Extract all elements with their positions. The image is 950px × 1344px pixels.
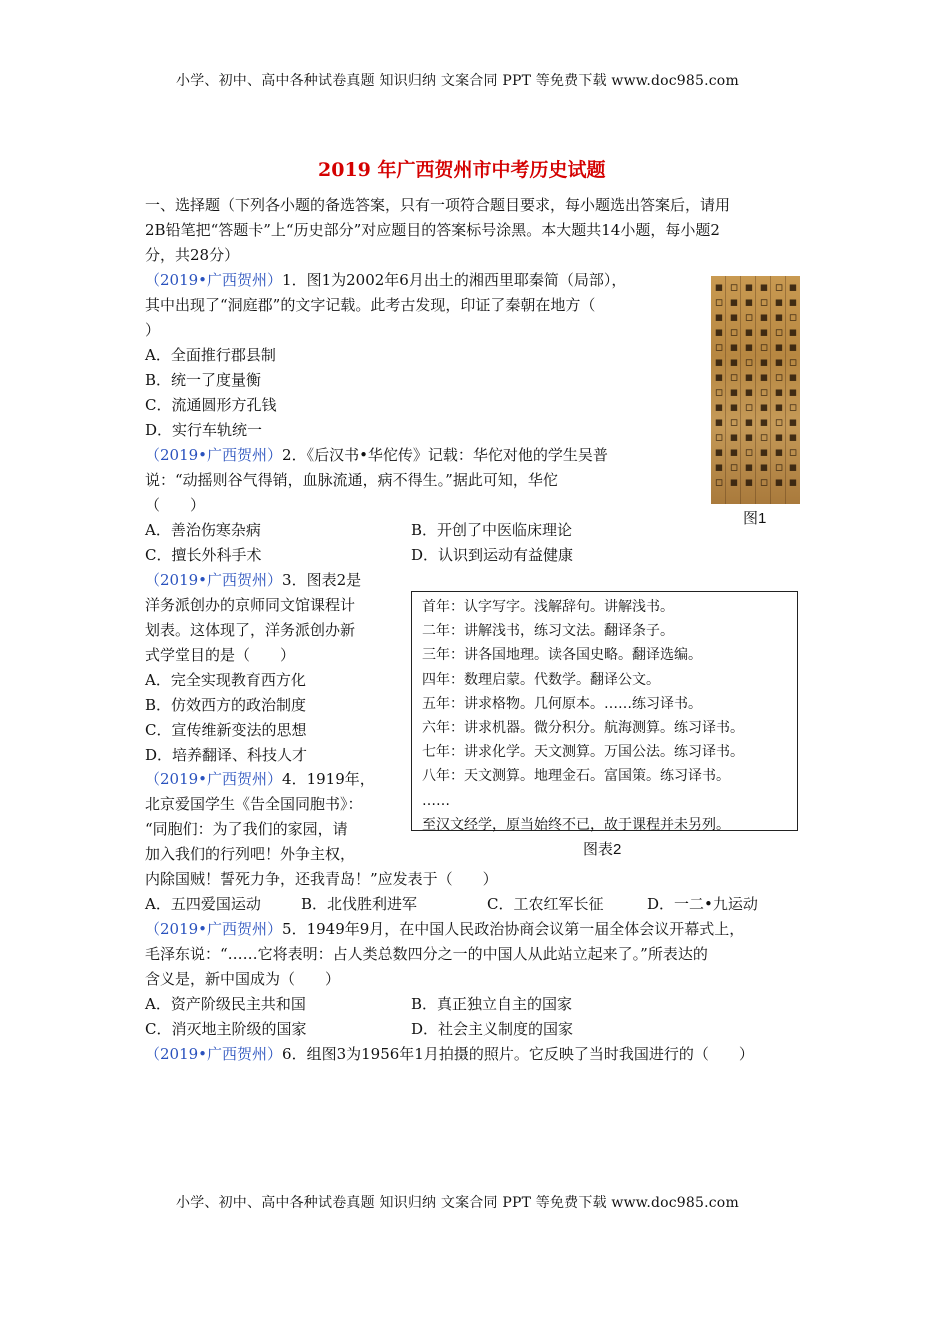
table-row: 七年：讲求化学。天文测算。万国公法。练习译书。 [422,744,744,761]
question-text: 其中出现了“洞庭郡”的文字记载。此考古发现，印证了秦朝在地方（ [145,296,596,314]
option-b: B．真正独立自主的国家 [411,995,573,1013]
section-intro-line: 分，共28分） [145,246,240,264]
option-d: D．培养翻译、科技人才 [145,746,308,764]
question-text: ） [145,321,161,339]
question-text: 北京爱国学生《告全国同胞书》： [145,795,363,813]
question-text: 加入我们的行列吧！外争主权， [145,845,356,863]
table-row: 八年：天文测算。地理金石。富国策。练习译书。 [422,768,730,785]
table-row: …… [422,792,450,809]
question-1 [145,268,626,293]
question-text: “同胞们：为了我们的家园，请 [145,820,348,838]
option-c: C．消灭地主阶级的国家 [145,1020,307,1038]
source-tag: （2019•广西贺州） [145,770,283,788]
table-row: 五年：讲求格物。几何原本。……练习译书。 [422,695,702,712]
option-c: C．工农红军长征 [487,895,604,913]
source-tag: （2019•广西贺州） [145,271,283,289]
option-d: D．社会主义制度的国家 [411,1020,574,1038]
table-2-curriculum [411,591,798,831]
option-a: A．资产阶级民主共和国 [145,995,306,1013]
question-6 [145,1042,754,1067]
source-tag: （2019•广西贺州） [145,920,283,938]
table-row: 二年：讲解浅书，练习文法。翻译条子。 [422,623,674,640]
question-4 [145,767,375,792]
option-a: A．全面推行郡县制 [145,346,276,364]
question-5 [145,917,744,942]
question-text: 式学堂目的是（ ） [145,646,296,664]
question-text: 含义是，新中国成为（ ） [145,970,341,988]
section-intro-line: 一、选择题（下列各小题的备选答案，只有一项符合题目要求，每小题选出答案后，请用 [145,196,731,214]
table-2-caption: 图表2 [583,841,622,858]
option-b: B．仿效西方的政治制度 [145,696,307,714]
source-tag: （2019•广西贺州） [145,571,283,589]
question-text: 4．1919年， [282,770,375,788]
question-2 [145,443,608,468]
page-header: 小学、初中、高中各种试卷真题 知识归纳 文案合同 PPT 等免费下载 www.doc985.com [176,73,739,89]
option-a: A．五四爱国运动 [145,895,261,913]
question-3 [145,568,361,593]
page-title: 2019 年广西贺州市中考历史试题 [318,159,606,181]
option-c: C．宣传维新变法的思想 [145,721,307,739]
option-b: B．北伐胜利进军 [301,895,418,913]
question-text: 洋务派创办的京师同文馆课程计 [145,596,356,614]
option-b: B．统一了度量衡 [145,371,262,389]
question-text: 2．《后汉书•华佗传》记载：华佗对他的学生吴普 [282,446,608,464]
question-text: 6．组图3为1956年1月拍摄的照片。它反映了当时我国进行的（ ） [282,1045,754,1063]
question-text: 划表。这体现了，洋务派创办新 [145,621,356,639]
source-tag: （2019•广西贺州） [145,446,283,464]
question-text: 5．1949年9月，在中国人民政治协商会议第一届全体会议开幕式上， [282,920,745,938]
option-c: C．擅长外科手术 [145,546,262,564]
option-d: D．认识到运动有益健康 [411,546,574,564]
question-text: （ ） [145,496,206,514]
question-text: 1．图1为2002年6月出土的湘西里耶秦简（局部）， [282,271,627,289]
table-row: 首年：认字写字。浅解辞句。讲解浅书。 [422,599,674,615]
question-text: 说：“动摇则谷气得销，血脉流通，病不得生。”据此可知，华佗 [145,471,558,489]
question-text: 毛泽东说：“……它将表明：占人类总数四分之一的中国人从此站立起来了。”所表达的 [145,945,708,963]
question-text: 3．图表2是 [282,571,362,589]
section-intro-line: 2B铅笔把“答题卡”上“历史部分”对应题目的答案标号涂黑。本大题共14小题，每小题2 [145,221,720,239]
option-a: A．善治伤寒杂病 [145,521,261,539]
table-row: 三年：讲各国地理。读各国史略。翻译选编。 [422,647,702,664]
table-row: 六年：讲求机器。微分积分。航海测算。练习译书。 [422,720,744,737]
figure-1-caption: 图1 [743,510,767,527]
table-row: 四年：数理启蒙。代数学。翻译公文。 [422,671,660,688]
option-d: D．实行车轨统一 [145,421,263,439]
question-text: 内除国贼！誓死力争，还我青岛！”应发表于（ ） [145,870,498,888]
figure-1-qin-bamboo-slips-image: ▪ ▫ ▪ ▪ ▫ ▪ ▪ ▫ ▪ ▪ ▫ ▪ ▪ ▫ ▫ ▪ ▪ ▫ ▪ ▪ ▫ ▪ ▪ ▫ ▪ ▪ ▫ ▪ ▪ ▪ ▫ ▪ ▪ ▫ ▪ ▪ ▫ ▪ ▪ ▫ ▪ ▪ ▪ ▫ ▪ ▪ ▫ ▪ ▪ ▫ ▪ ▪ ▫ ▪ ▪ ▫ ▫ ▪ ▪ ▫ ▪ ▪ ▫ ▪ ▪ ▫ ▪ ▪ ▫ ▪ ▪ ▪ ▫ ▪ ▪ ▫ ▪ ▪ ▫ ▪ ▪ ▫ ▪ ▪ [711,276,800,504]
table-row: 至汉文经学，原当始终不已，故于课程并未另列。 [422,816,730,833]
option-c: C．流通圆形方孔钱 [145,396,277,414]
option-d: D．一二•九运动 [647,895,758,913]
option-a: A．完全实现教育西方化 [145,671,306,689]
source-tag: （2019•广西贺州） [145,1045,283,1063]
option-b: B．开创了中医临床理论 [411,521,573,539]
page-footer: 小学、初中、高中各种试卷真题 知识归纳 文案合同 PPT 等免费下载 www.doc985.com [176,1195,739,1211]
